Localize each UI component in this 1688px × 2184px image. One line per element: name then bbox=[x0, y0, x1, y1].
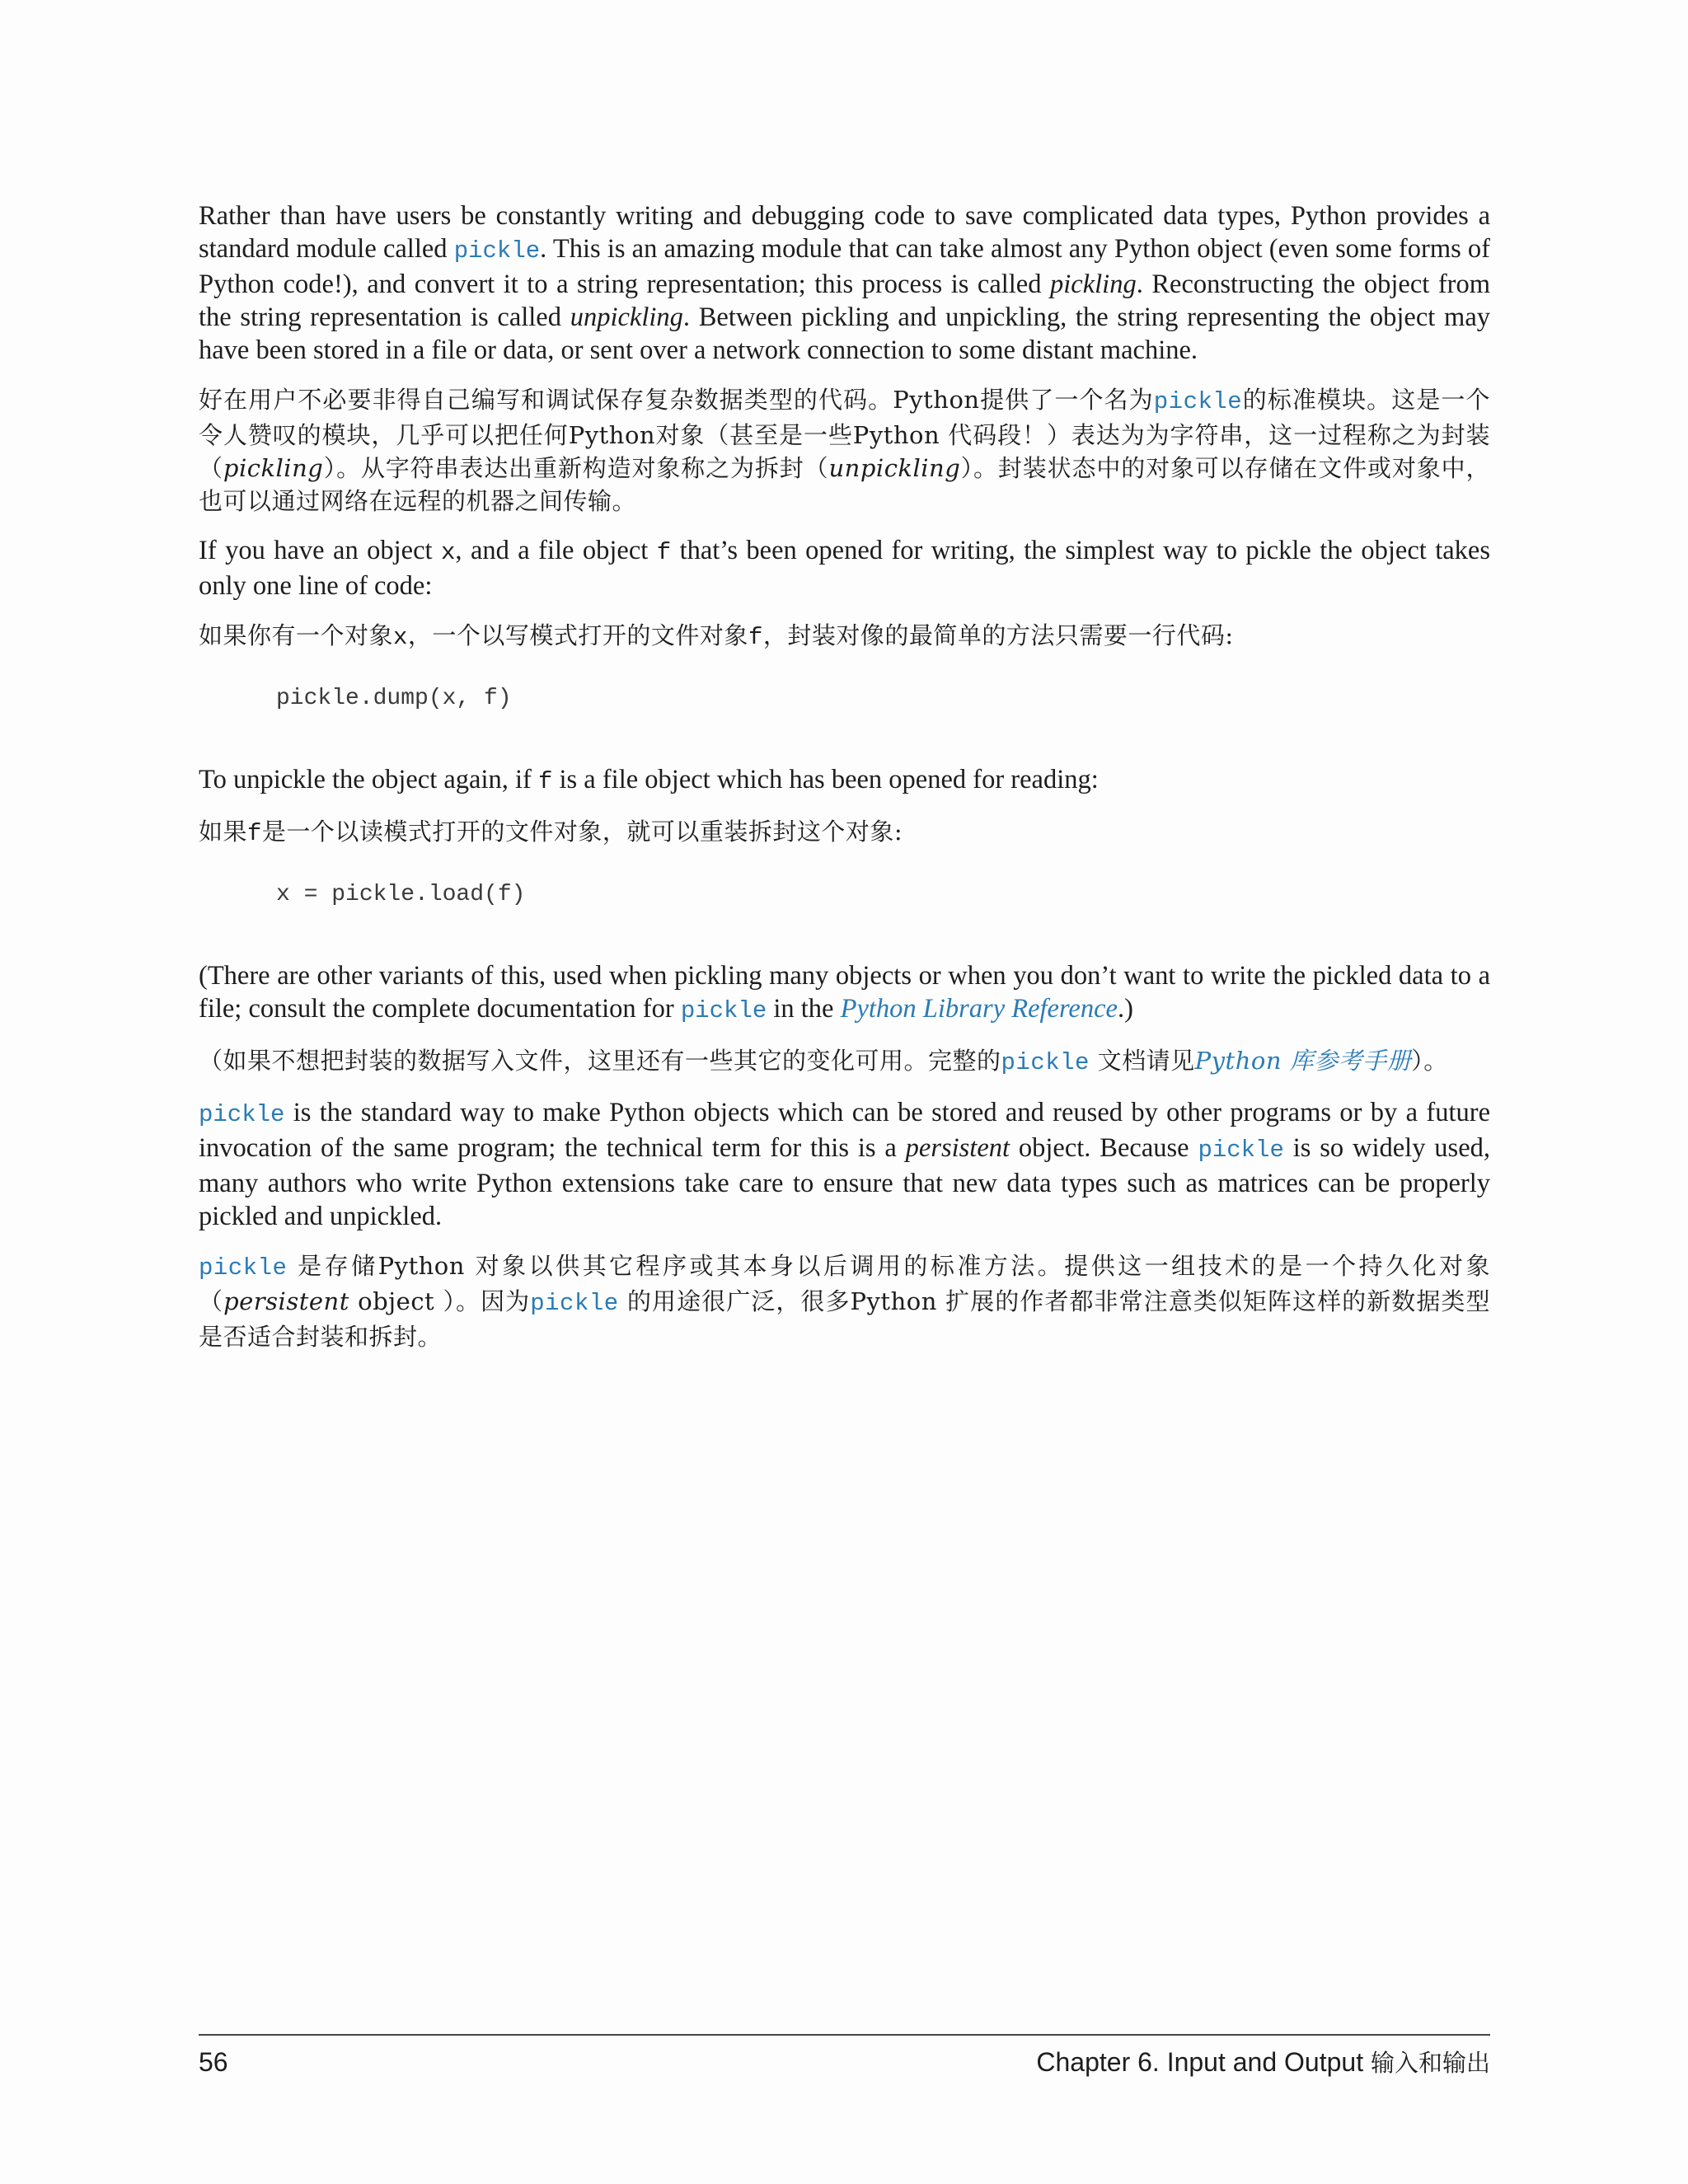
inline-code: f bbox=[748, 624, 763, 651]
paragraph-intro bbox=[199, 199, 1490, 367]
page-footer bbox=[199, 2034, 1490, 2077]
text: (There are other variants of this, used when pickling many objects or when you don’t want to write the pickled data to a file; consult the complete documentation for bbox=[199, 961, 1490, 1024]
term-persistent: persistent bbox=[905, 1133, 1010, 1163]
text: ）。封装状态中的对象可以存储在文件或对象中，也可以通过网络在远程的机器之间传输。 bbox=[199, 454, 1490, 515]
text: is the standard way to make Python objects which can be stored and reused by other programs or by a future invocation of the same program; the technical term for this is a bbox=[199, 1098, 1490, 1163]
text: 是一个以读模式打开的文件对象，就可以重装拆封这个对象: bbox=[261, 818, 903, 846]
text: is so widely used, many authors who write Python extensions take care to ensure that new data types such as matrices can be properly pickled and unpickled. bbox=[199, 1133, 1491, 1231]
text: 的用途很广泛，很多Python 扩展的作者都非常注意类似矩阵这样的新数据类型是否适合封装和拆封。 bbox=[199, 1287, 1490, 1351]
paragraph-load-zh bbox=[199, 815, 1490, 851]
text: .) bbox=[1117, 994, 1133, 1024]
pickle-module-link[interactable]: pickle bbox=[199, 1254, 288, 1282]
text: To unpickle the object again, if bbox=[199, 765, 538, 794]
paragraph-variants-zh bbox=[199, 1044, 1490, 1080]
chapter-title-en: Chapter 6. Input and Output bbox=[1036, 2047, 1371, 2077]
paragraph-dump-zh bbox=[199, 619, 1490, 654]
text: ，一个以写模式打开的文件对象 bbox=[407, 621, 748, 649]
text: Rather than have users be constantly writing and debugging code to save complicated data types, Python provides a standard module called bbox=[199, 201, 1490, 264]
text: in the bbox=[767, 994, 841, 1024]
text: （如果不想把封装的数据写入文件，这里还有一些其它的变化可用。完整的 bbox=[199, 1047, 1001, 1075]
paragraph-intro-zh bbox=[199, 383, 1490, 518]
inline-code: f bbox=[656, 539, 672, 566]
paragraph-persistent bbox=[199, 1096, 1490, 1233]
text: , and a file object bbox=[455, 536, 657, 565]
term-pickling: pickling bbox=[1050, 269, 1137, 299]
text: ）。从字符串表达出重新构造对象称之为拆封（ bbox=[323, 454, 829, 482]
chapter-title bbox=[1036, 2042, 1490, 2083]
text: 好在用户不必要非得自己编写和调试保存复杂数据类型的代码。Python提供了一个名为 bbox=[199, 386, 1154, 414]
library-reference-link[interactable]: Python 库参考手册 bbox=[1194, 1047, 1412, 1075]
text: 如果你有一个对象 bbox=[199, 621, 394, 649]
term-unpickling: unpickling bbox=[570, 302, 683, 332]
page-number: 56 bbox=[199, 2047, 228, 2077]
inline-code: f bbox=[537, 768, 553, 795]
text: 如果 bbox=[199, 818, 248, 846]
text: object ）。因为 bbox=[349, 1287, 531, 1315]
text: that’s been opened for writing, the simplest way to pickle the object takes only one line of code: bbox=[199, 536, 1490, 601]
text: ，封装对像的最简单的方法只需要一行代码: bbox=[762, 621, 1234, 649]
paragraph-persistent-zh bbox=[199, 1249, 1490, 1353]
paragraph-dump bbox=[199, 534, 1490, 602]
code-block-dump: pickle.dump(x, f) bbox=[276, 686, 512, 711]
text: 是存储Python 对象以供其它程序或其本身以后调用的标准方法。提供这一组技术的是一个持久化对象（ bbox=[199, 1252, 1490, 1315]
paragraph-load bbox=[199, 763, 1490, 799]
term-unpickling: unpickling bbox=[828, 454, 961, 482]
text: is a file object which has been opened for reading: bbox=[552, 765, 1099, 794]
pickle-module-link[interactable]: pickle bbox=[680, 997, 767, 1024]
text: If you have an object bbox=[199, 536, 441, 565]
inline-code: f bbox=[247, 820, 262, 847]
paragraph-variants bbox=[199, 959, 1490, 1028]
term-persistent: persistent bbox=[223, 1287, 349, 1315]
library-reference-link[interactable]: Python Library Reference bbox=[840, 994, 1118, 1024]
inline-code: x bbox=[393, 624, 408, 651]
text: . This is an amazing module that can take almost any Python object (even some forms of Python code!), and convert it to a string representation; this process is called bbox=[199, 234, 1490, 299]
pickle-module-link[interactable]: pickle bbox=[1001, 1049, 1090, 1076]
text: . Between pickling and unpickling, the string representing the object may have been stored in a file or data, or sent over a network connection to some distant machine. bbox=[199, 302, 1490, 365]
text: 的标准模块。这是一个令人赞叹的模块，几乎可以把任何Python对象（甚至是一些Python 代码段！）表达为为字符串，这一过程称之为封装（ bbox=[199, 386, 1490, 482]
term-pickling: pickling bbox=[223, 454, 324, 482]
text: 文档请见 bbox=[1089, 1047, 1195, 1075]
text: ）。 bbox=[1411, 1047, 1448, 1075]
pickle-module-link[interactable]: pickle bbox=[530, 1290, 619, 1317]
text: . Reconstructing the object from the string representation is called bbox=[199, 269, 1490, 332]
text: object. Because bbox=[1010, 1133, 1198, 1163]
pickle-module-link[interactable]: pickle bbox=[1153, 388, 1243, 415]
page-body bbox=[199, 199, 1490, 1370]
chapter-title-zh: 输入和输出 bbox=[1370, 2049, 1490, 2077]
pickle-module-link[interactable]: pickle bbox=[453, 237, 541, 265]
pickle-module-link[interactable]: pickle bbox=[1198, 1137, 1284, 1164]
pickle-module-link[interactable]: pickle bbox=[199, 1101, 285, 1128]
inline-code: x bbox=[440, 539, 456, 566]
code-block-load: x = pickle.load(f) bbox=[276, 882, 526, 907]
